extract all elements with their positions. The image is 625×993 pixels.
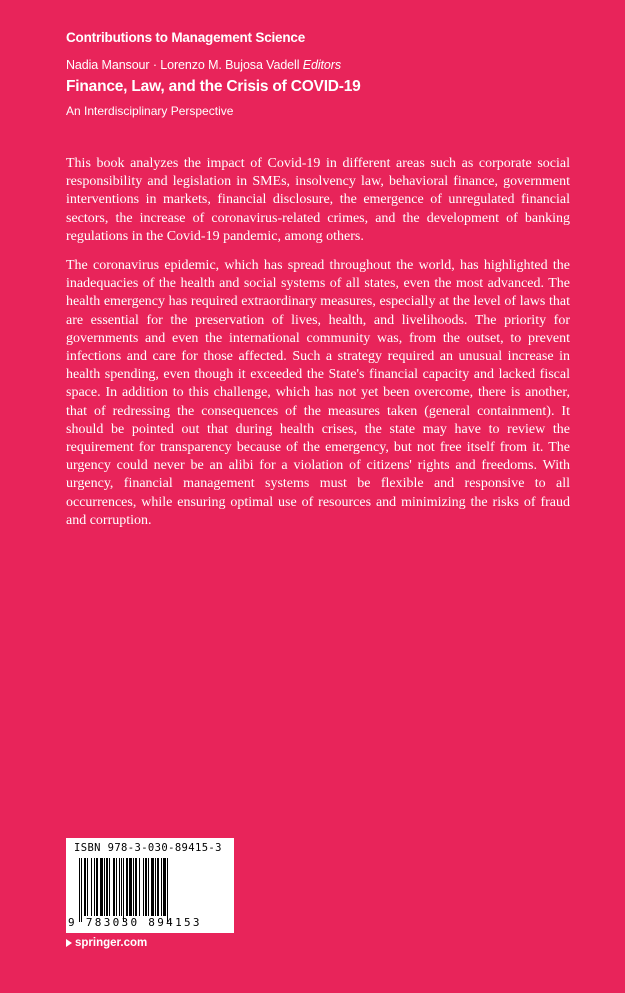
book-title: Finance, Law, and the Crisis of COVID-19 bbox=[66, 78, 361, 95]
isbn-label: ISBN 978-3-030-89415-3 bbox=[74, 842, 222, 854]
publisher-url: springer.com bbox=[75, 937, 148, 949]
book-description bbox=[66, 155, 570, 541]
arrow-right-icon bbox=[66, 939, 72, 947]
author-names: Nadia Mansour · Lorenzo M. Bujosa Vadell bbox=[66, 58, 300, 72]
authors-line bbox=[66, 58, 341, 72]
barcode-image bbox=[79, 858, 229, 918]
book-subtitle: An Interdisciplinary Perspective bbox=[66, 104, 234, 118]
isbn-barcode-box bbox=[66, 838, 234, 933]
description-paragraph-2: The coronavirus epidemic, which has spread throughout the world, has highlighted the inadequacies of the health and social systems of all states, even the most advanced. The health emergency has required extraordinary measures, especially at the level of laws that are essential for the preservation of lives, health, and livelihoods. The priority for governments and even the international community was, from the outset, to prevent infections and care for those affected. Such a strategy required an unusual increase in health spending, even though it exceeded the State's financial capacity and lacked fiscal space. In addition to this challenge, which has not yet been overcome, there is another, that of redressing the consequences of the measures taken (general containment). It should be pointed out that during health crises, the state may have to review the requirement for transparency because of the emergency, but not free itself from it. The urgency could never be an alibi for a violation of citizens' rights and freedoms. With urgency, financial management systems must be flexible and responsive to all occurrences, while ensuring optimal use of resources and minimizing the risks of fraud and corruption. bbox=[66, 258, 570, 528]
barcode-digits: 9 783030 894153 bbox=[68, 916, 202, 929]
series-title: Contributions to Management Science bbox=[66, 30, 306, 45]
editors-role: Editors bbox=[302, 58, 341, 72]
description-paragraph-1: This book analyzes the impact of Covid-19 in different areas such as corporate social responsibility and legislation in SMEs, insolvency law, behavioral finance, government interventions in markets, financial disclosure, the emergence of unregulated financial sectors, the increase of coronavirus-related crimes, and the development of banking regulations in the Covid-19 pandemic, among others. bbox=[66, 156, 570, 244]
publisher-link[interactable] bbox=[66, 937, 147, 949]
